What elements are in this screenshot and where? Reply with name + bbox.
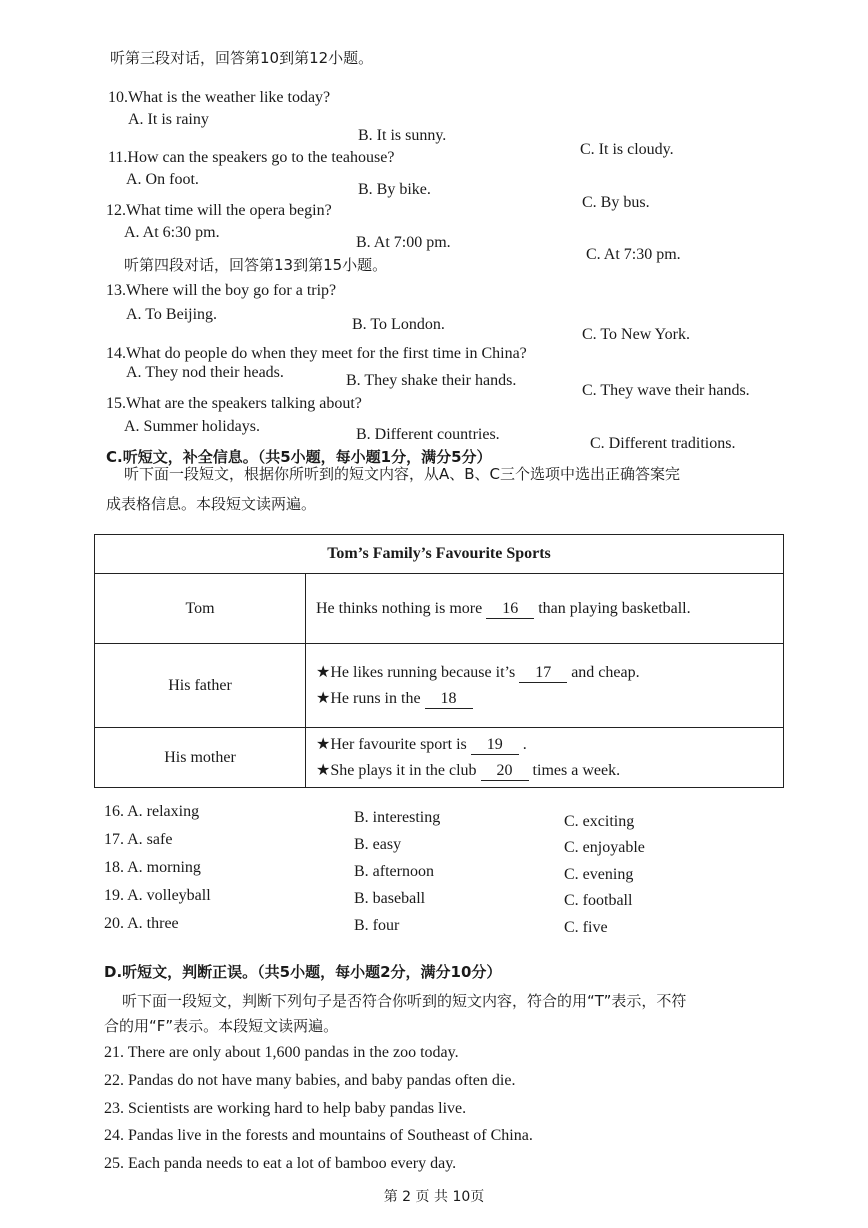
line-text: ★He runs in the [316, 689, 421, 707]
section-d-instruction-line2: 合的用“F”表示。本段短文读两遍。 [104, 1017, 339, 1035]
statement-25: 25. Each panda needs to eat a lot of bamboo every day. [104, 1155, 457, 1172]
part3-instruction: 听第三段对话，回答第10到第12小题。 [110, 49, 374, 67]
line-text: ★Her favourite sport is [316, 735, 467, 753]
section-c-instruction-line2: 成表格信息。本段短文读两遍。 [106, 495, 317, 513]
line-text: ★He likes running because it’s [316, 663, 516, 681]
table-row-father [95, 644, 784, 728]
q11-option-a[interactable]: A. On foot. [126, 171, 199, 188]
line-text: times a week. [532, 761, 621, 779]
line-text: than playing basketball. [538, 599, 691, 617]
part4-instruction: 听第四段对话，回答第13到第15小题。 [124, 256, 388, 274]
option-19-b[interactable]: B. baseball [354, 890, 426, 907]
q15-option-a[interactable]: A. Summer holidays. [124, 418, 260, 435]
q10-option-b[interactable]: B. It is sunny. [358, 127, 447, 144]
option-17-b[interactable]: B. easy [354, 836, 402, 853]
row-label: His father [95, 644, 306, 728]
option-20-c[interactable]: C. five [564, 919, 608, 936]
q11-stem: 11.How can the speakers go to the teahouse? [108, 149, 395, 166]
blank-16[interactable]: 16 [486, 600, 534, 619]
option-18-b[interactable]: B. afternoon [354, 863, 434, 880]
row-detail [306, 574, 784, 644]
q14-stem: 14.What do people do when they meet for the first time in China? [106, 345, 527, 362]
q11-option-b[interactable]: B. By bike. [358, 181, 431, 198]
line-text: ★She plays it in the club [316, 761, 477, 779]
table-row-mother [95, 728, 784, 788]
q13-stem: 13.Where will the boy go for a trip? [106, 282, 337, 299]
option-16-c[interactable]: C. exciting [564, 813, 635, 830]
q15-option-c[interactable]: C. Different traditions. [590, 435, 736, 452]
row-detail [306, 728, 784, 788]
blank-17[interactable]: 17 [519, 664, 567, 683]
q14-option-c[interactable]: C. They wave their hands. [582, 382, 750, 399]
section-c-instruction-line1: 听下面一段短文，根据你所听到的短文内容，从A、B、C三个选项中选出正确答案完 [124, 465, 681, 483]
option-19-a[interactable]: 19. A. volleyball [104, 887, 211, 904]
statement-24: 24. Pandas live in the forests and mountains of Southeast of China. [104, 1127, 533, 1144]
q13-option-c[interactable]: C. To New York. [582, 326, 690, 343]
option-18-a[interactable]: 18. A. morning [104, 859, 201, 876]
option-17-a[interactable]: 17. A. safe [104, 831, 173, 848]
line-text: He thinks nothing is more [316, 599, 483, 617]
statement-23: 23. Scientists are working hard to help baby pandas live. [104, 1100, 467, 1117]
option-20-b[interactable]: B. four [354, 917, 400, 934]
section-d-title: D.听短文，判断正误。（共5小题，每小题2分，满分10分） [104, 963, 502, 981]
statement-21: 21. There are only about 1,600 pandas in the zoo today. [104, 1044, 459, 1061]
line-text: . [522, 735, 527, 753]
option-19-c[interactable]: C. football [564, 892, 633, 909]
table-row-tom [95, 574, 784, 644]
q13-option-b[interactable]: B. To London. [352, 316, 445, 333]
q11-option-c[interactable]: C. By bus. [582, 194, 650, 211]
q13-option-a[interactable]: A. To Beijing. [126, 306, 218, 323]
q10-stem: 10.What is the weather like today? [108, 89, 331, 106]
row-detail [306, 644, 784, 728]
page-footer: 第 2 页 共 10页 [383, 1189, 485, 1205]
q12-option-b[interactable]: B. At 7:00 pm. [356, 234, 451, 251]
q14-option-a[interactable]: A. They nod their heads. [126, 364, 284, 381]
line-text: and cheap. [571, 663, 640, 681]
table-title: Tom’s Family’s Favourite Sports [95, 535, 784, 574]
detail-line [316, 660, 783, 686]
detail-line [316, 758, 783, 784]
row-label: His mother [95, 728, 306, 788]
q10-option-a[interactable]: A. It is rainy [128, 111, 209, 128]
q10-option-c[interactable]: C. It is cloudy. [580, 141, 674, 158]
q15-stem: 15.What are the speakers talking about? [106, 395, 362, 412]
option-18-c[interactable]: C. evening [564, 866, 634, 883]
favourite-sports-table [94, 534, 784, 788]
option-16-b[interactable]: B. interesting [354, 809, 441, 826]
q12-stem: 12.What time will the opera begin? [106, 202, 332, 219]
statement-22: 22. Pandas do not have many babies, and baby pandas often die. [104, 1072, 516, 1089]
option-17-c[interactable]: C. enjoyable [564, 839, 645, 856]
detail-line [316, 686, 783, 712]
q12-option-c[interactable]: C. At 7:30 pm. [586, 246, 681, 263]
q14-option-b[interactable]: B. They shake their hands. [346, 372, 517, 389]
detail-line [316, 596, 783, 622]
blank-19[interactable]: 19 [471, 736, 519, 755]
q15-option-b[interactable]: B. Different countries. [356, 426, 500, 443]
option-20-a[interactable]: 20. A. three [104, 915, 179, 932]
detail-line [316, 732, 783, 758]
option-16-a[interactable]: 16. A. relaxing [104, 803, 200, 820]
blank-18[interactable]: 18 [425, 690, 473, 709]
row-label: Tom [95, 574, 306, 644]
blank-20[interactable]: 20 [481, 762, 529, 781]
q12-option-a[interactable]: A. At 6:30 pm. [124, 224, 220, 241]
section-c-title: C.听短文，补全信息。（共5小题，每小题1分，满分5分） [106, 448, 492, 466]
section-d-instruction-line1: 听下面一段短文，判断下列句子是否符合你听到的短文内容，符合的用“T”表示，不符 [122, 992, 687, 1010]
